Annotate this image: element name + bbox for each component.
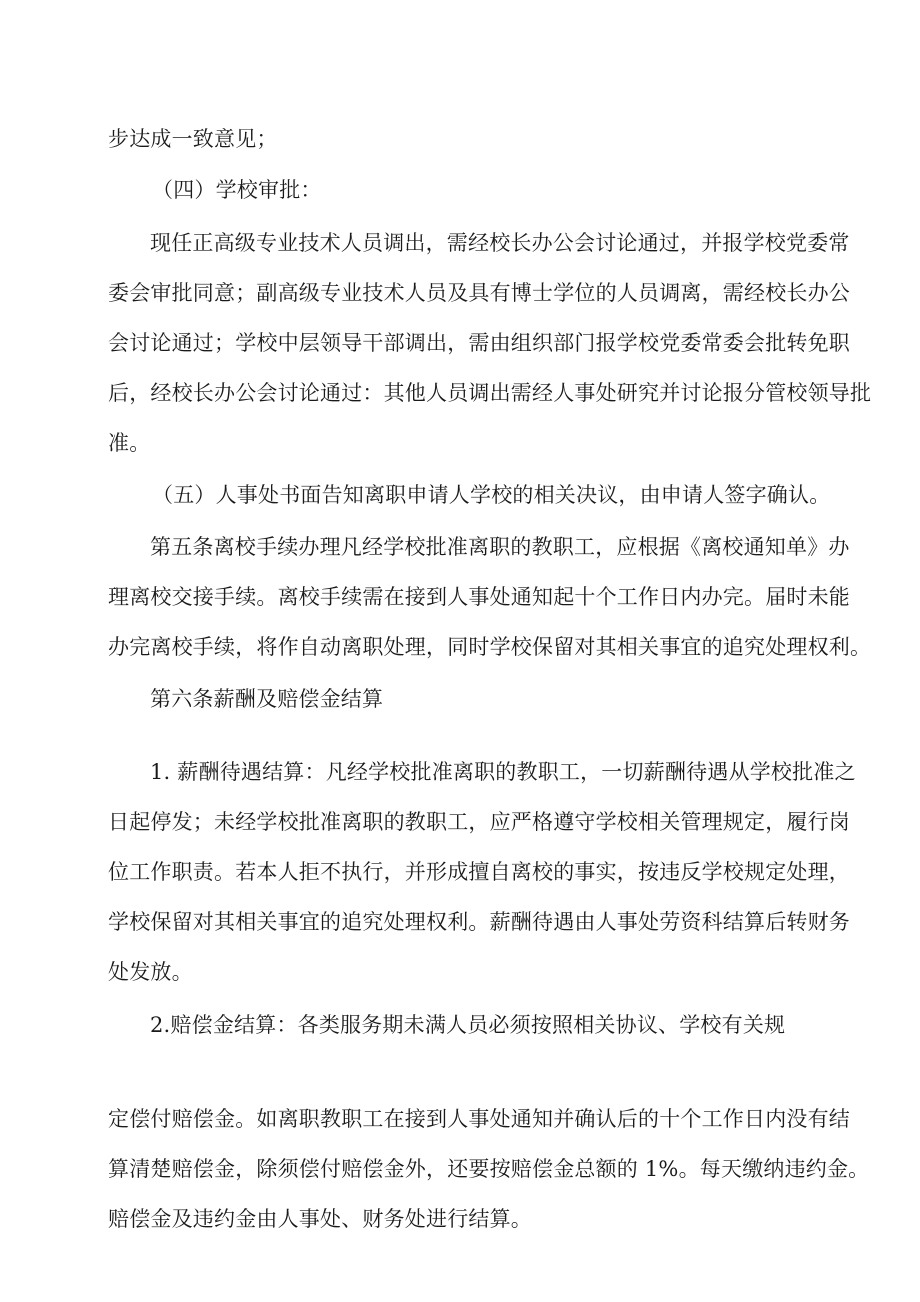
text-line: 会讨论通过；学校中层领导干部调出，需由组织部门报学校党委常委会批转免职 xyxy=(108,331,850,355)
text-line: 后，经校长办公会讨论通过：其他人员调出需经人事处研究并讨论报分管校领导批 xyxy=(108,381,872,405)
text-line: 位工作职责。若本人拒不执行，并形成擅自离校的事实，按违反学校规定处理， xyxy=(108,860,850,884)
article-heading: 第六条薪酬及赔偿金结算 xyxy=(150,687,384,711)
text-line: 办完离校手续，将作自动离职处理，同时学校保留对其相关事宜的追究处理权利。 xyxy=(108,635,872,659)
text-line: （五）人事处书面告知离职申请人学校的相关决议，由申请人签字确认。 xyxy=(152,483,831,507)
text-line: 准。 xyxy=(108,431,151,455)
text-line: 算清楚赔偿金，除须偿付赔偿金外，还要按赔偿金总额的 1%。每天缴纳违约金。 xyxy=(108,1157,870,1181)
text-line: 2.赔偿金结算：各类服务期未满人员必须按照相关协议、学校有关规 xyxy=(150,1013,786,1037)
text-line: 理离校交接手续。离校手续需在接到人事处通知起十个工作日内办完。届时未能 xyxy=(108,585,850,609)
text-line: 第五条离校手续办理凡经学校批准离职的教职工，应根据《离校通知单》办 xyxy=(150,535,850,559)
section-heading: （四）学校审批： xyxy=(152,178,322,202)
text-line: 处发放。 xyxy=(108,960,193,984)
text-line: 现任正高级专业技术人员调出，需经校长办公会讨论通过，并报学校党委常 xyxy=(150,231,850,255)
text-line: 学校保留对其相关事宜的追究处理权利。薪酬待遇由人事处劳资科结算后转财务 xyxy=(108,910,850,934)
text-line: 日起停发；未经学校批准离职的教职工，应严格遵守学校相关管理规定，履行岗 xyxy=(108,810,850,834)
text-line: 定偿付赔偿金。如离职教职工在接到人事处通知并确认后的十个工作日内没有结 xyxy=(108,1107,850,1131)
text-line: 1. 薪酬待遇结算：凡经学校批准离职的教职工，一切薪酬待遇从学校批准之 xyxy=(150,760,856,784)
text-line: 赔偿金及违约金由人事处、财务处进行结算。 xyxy=(108,1207,532,1231)
text-line: 步达成一致意见； xyxy=(108,127,278,151)
text-line: 委会审批同意；副高级专业技术人员及具有博士学位的人员调离，需经校长办公 xyxy=(108,281,850,305)
